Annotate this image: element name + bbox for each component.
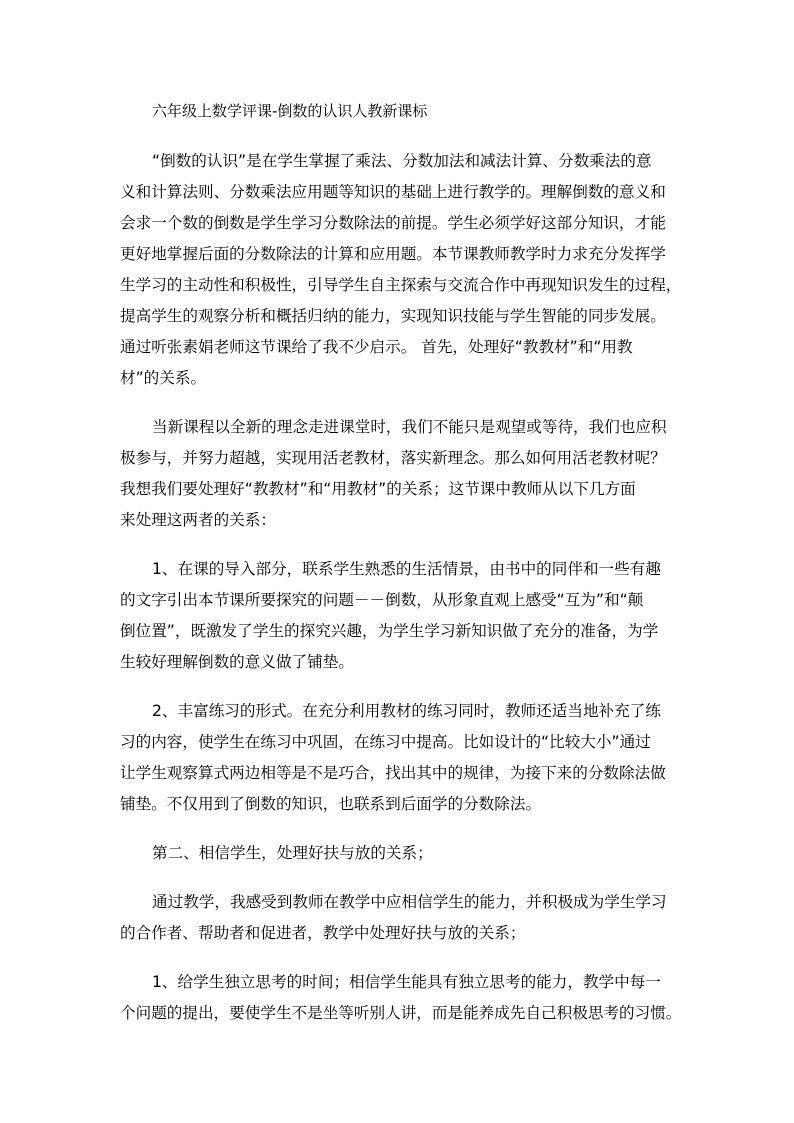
paragraph-4-line-1: 2、丰富练习的形式。在充分利用教材的练习同时，教师还适当地补充了练 xyxy=(152,702,661,720)
paragraph-2-line-4: 来处理这两者的关系： xyxy=(120,511,276,529)
paragraph-1-line-5: 生学习的主动性和积极性，引导学生自主探索与交流合作中再现知识发生的过程， xyxy=(120,276,682,294)
paragraph-4-line-2: 习的内容，使学生在练习中巩固，在练习中提高。比如设计的“比较大小”通过 xyxy=(120,733,651,751)
paragraph-2-line-2: 极参与，并努力超越，实现用活老教材，落实新理念。那么如何用活老教材呢？ xyxy=(120,449,666,467)
paragraph-6-line-2: 的合作者、帮助者和促进者，教学中处理好扶与放的关系； xyxy=(120,924,526,942)
paragraph-1-line-8: 材”的关系。 xyxy=(120,369,207,387)
paragraph-4-line-3: 让学生观察算式两边相等是不是巧合，找出其中的规律，为接下来的分数除法做 xyxy=(120,764,666,782)
paragraph-3-line-2: 的文字引出本节课所要探究的问题－－倒数，从形象直观上感受“互为”和“颠 xyxy=(120,591,644,609)
paragraph-2-line-3: 我想我们要处理好“教教材”和“用教材”的关系；这节课中教师从以下几方面 xyxy=(120,480,636,498)
paragraph-3-line-4: 生较好理解倒数的意义做了铺垫。 xyxy=(120,653,354,671)
paragraph-4-line-4: 铺垫。不仅用到了倒数的知识，也联系到后面学的分数除法。 xyxy=(120,795,542,813)
paragraph-2-line-1: 当新课程以全新的理念走进课堂时，我们不能只是观望或等待，我们也应积 xyxy=(152,418,667,436)
paragraph-3-line-1: 1、在课的导入部分，联系学生熟悉的生活情景，由书中的同伴和一些有趣 xyxy=(152,560,661,578)
paragraph-7-line-2: 个问题的提出，要使学生不是坐等听别人讲，而是能养成先自己积极思考的习惯。 xyxy=(120,1004,682,1022)
paragraph-1-line-4: 更好地掌握后面的分数除法的计算和应用题。本节课教师教学时力求充分发挥学 xyxy=(120,245,666,263)
paragraph-7-line-1: 1、给学生独立思考的时间；相信学生能具有独立思考的能力，教学中每一 xyxy=(152,973,661,991)
paragraph-1-line-7: 通过听张素娟老师这节课给了我不少启示。 首先，处理好“教教材”和“用教 xyxy=(120,338,633,356)
paragraph-1-line-1: “倒数的认识”是在学生掌握了乘法、分数加法和减法计算、分数乘法的意 xyxy=(152,152,652,170)
document-title: 六年级上数学评课-倒数的认识人教新课标 xyxy=(152,102,428,120)
paragraph-5-line-1: 第二、相信学生，处理好扶与放的关系； xyxy=(152,844,433,862)
paragraph-3-line-3: 倒位置”，既激发了学生的探究兴趣，为学生学习新知识做了充分的准备，为学 xyxy=(120,622,659,640)
paragraph-1-line-3: 会求一个数的倒数是学生学习分数除法的前提。学生必须学好这部分知识，才能 xyxy=(120,214,666,232)
paragraph-6-line-1: 通过教学，我感受到教师在教学中应相信学生的能力，并积极成为学生学习 xyxy=(152,893,667,911)
paragraph-1-line-2: 义和计算法则、分数乘法应用题等知识的基础上进行教学的。理解倒数的意义和 xyxy=(120,183,666,201)
paragraph-1-line-6: 提高学生的观察分析和概括归纳的能力，实现知识技能与学生智能的同步发展。 xyxy=(120,307,666,325)
